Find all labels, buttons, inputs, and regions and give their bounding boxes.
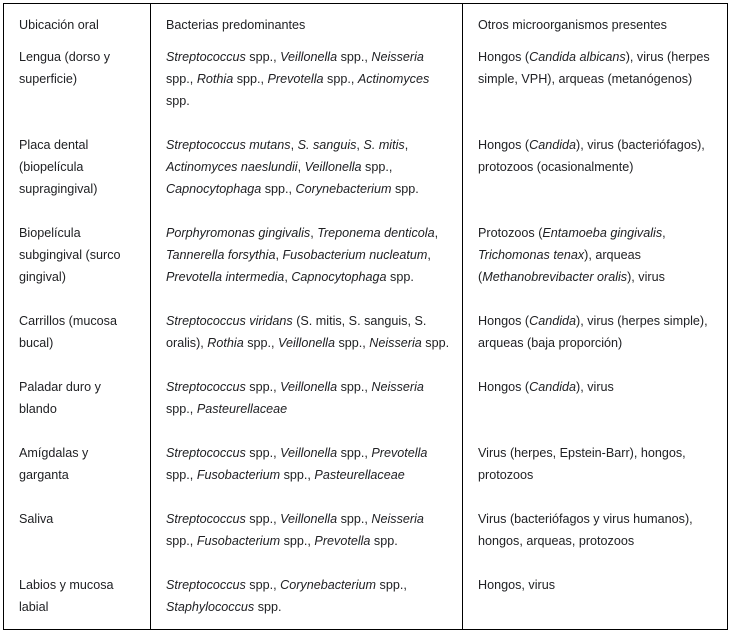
- oral-microbiota-table: [3, 3, 728, 630]
- row-spacer: [463, 36, 729, 46]
- row-spacer: [151, 420, 463, 442]
- cell-bacteria: Streptococcus spp., Veillonella spp., Prevotella spp., Fusobacterium spp., Pasteurellaceae: [166, 446, 428, 482]
- cell-location: Biopelícula subgingival (surco gingival): [19, 226, 121, 284]
- row-spacer: [151, 552, 463, 574]
- column-header-location: Ubicación oral: [19, 18, 99, 32]
- cell-bacteria: Streptococcus mutans, S. sanguis, S. mitis, Actinomyces naeslundii, Veillonella spp., Capnocytophaga spp., Corynebacterium spp.: [166, 138, 419, 196]
- cell-others: Hongos (Candida), virus (herpes simple), arqueas (baja proporción): [478, 314, 708, 350]
- column-header-bacteria: Bacterias predominantes: [166, 18, 306, 32]
- row-spacer: [4, 288, 151, 310]
- cell-location: Placa dental (biopelícula supragingival): [19, 138, 98, 196]
- cell-others: Hongos, virus: [478, 578, 555, 592]
- cell-bacteria: Streptococcus spp., Veillonella spp., Neisseria spp., Rothia spp., Prevotella spp., Actinomyces spp.: [166, 50, 430, 108]
- cell-bacteria: Streptococcus spp., Veillonella spp., Neisseria spp., Pasteurellaceae: [166, 380, 424, 416]
- row-spacer: [463, 486, 729, 508]
- row-spacer: [463, 552, 729, 574]
- row-spacer: [151, 354, 463, 376]
- cell-location: Labios y mucosa labial: [19, 578, 114, 614]
- cell-location: Carrillos (mucosa bucal): [19, 314, 117, 350]
- cell-bacteria: Streptococcus viridans (S. mitis, S. sanguis, S. oralis), Rothia spp., Veillonella spp., Neisseria spp.: [166, 314, 450, 350]
- cell-others: Hongos (Candida), virus: [478, 380, 614, 394]
- row-spacer: [151, 486, 463, 508]
- row-spacer: [463, 200, 729, 222]
- row-spacer: [151, 288, 463, 310]
- column-header-others: Otros microorganismos presentes: [478, 18, 667, 32]
- cell-location: Paladar duro y blando: [19, 380, 101, 416]
- row-spacer: [463, 112, 729, 134]
- cell-bacteria: Streptococcus spp., Corynebacterium spp., Staphylococcus spp.: [166, 578, 407, 614]
- row-spacer: [4, 552, 151, 574]
- row-spacer: [151, 200, 463, 222]
- row-spacer: [4, 354, 151, 376]
- row-spacer: [4, 200, 151, 222]
- cell-bacteria: Porphyromonas gingivalis, Treponema denticola, Tannerella forsythia, Fusobacterium nucleatum, Prevotella intermedia, Capnocytophaga spp.: [166, 226, 439, 284]
- cell-location: Lengua (dorso y superficie): [19, 50, 111, 86]
- row-spacer: [151, 36, 463, 46]
- row-spacer: [463, 288, 729, 310]
- row-spacer: [4, 486, 151, 508]
- row-spacer: [4, 36, 151, 46]
- cell-others: Hongos (Candida albicans), virus (herpes simple, VPH), arqueas (metanógenos): [478, 50, 710, 86]
- row-spacer: [463, 420, 729, 442]
- cell-others: Protozoos (Entamoeba gingivalis, Trichomonas tenax), arqueas (Methanobrevibacter oralis), virus: [478, 226, 666, 284]
- row-spacer: [463, 354, 729, 376]
- row-spacer: [151, 112, 463, 134]
- cell-others: Virus (bacteriófagos y virus humanos), hongos, arqueas, protozoos: [478, 512, 693, 548]
- cell-others: Hongos (Candida), virus (bacteriófagos), protozoos (ocasionalmente): [478, 138, 705, 174]
- cell-others: Virus (herpes, Epstein-Barr), hongos, protozoos: [478, 446, 686, 482]
- cell-location: Saliva: [19, 512, 54, 526]
- table-grid: [4, 4, 727, 629]
- cell-bacteria: Streptococcus spp., Veillonella spp., Neisseria spp., Fusobacterium spp., Prevotella spp.: [166, 512, 424, 548]
- cell-location: Amígdalas y garganta: [19, 446, 89, 482]
- row-spacer: [4, 112, 151, 134]
- row-spacer: [4, 420, 151, 442]
